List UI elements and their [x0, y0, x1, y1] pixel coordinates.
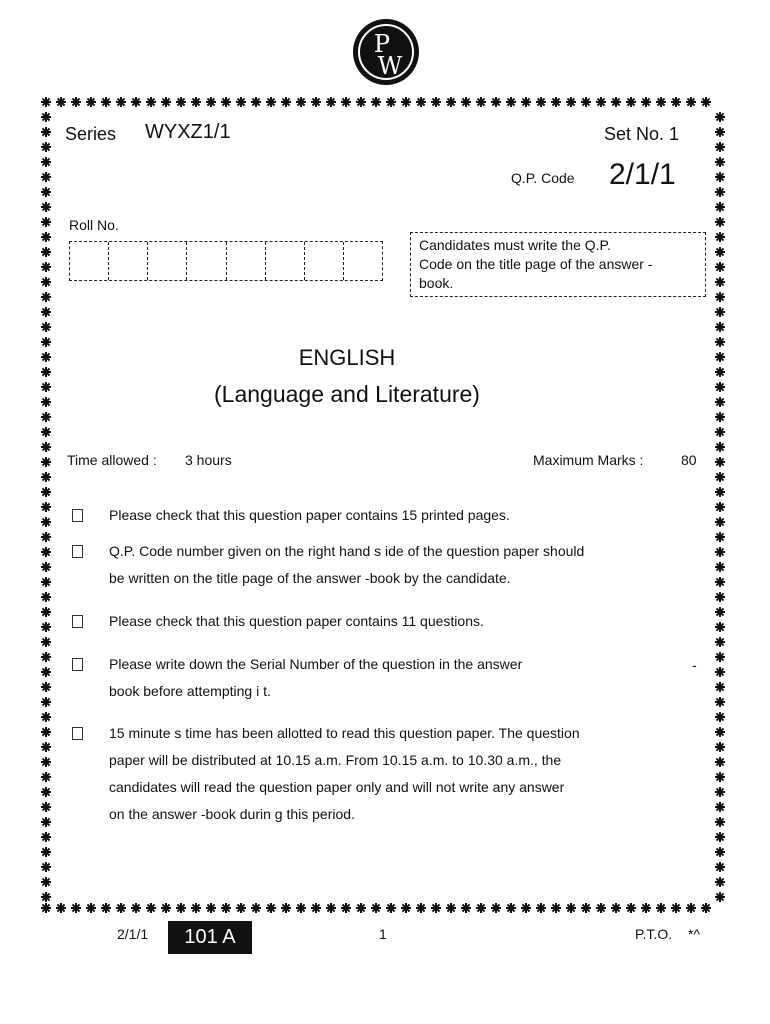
qp-code: 2/1/1: [609, 158, 676, 191]
border-star-icon: [715, 802, 725, 812]
border-star-icon: [41, 577, 51, 587]
series-code: WYXZ1/1: [145, 121, 231, 143]
border-star-icon: [521, 97, 531, 107]
border-star-icon: [715, 142, 725, 152]
border-star-icon: [41, 262, 51, 272]
border-star-icon: [715, 397, 725, 407]
border-star-icon: [715, 127, 725, 137]
border-star-icon: [116, 97, 126, 107]
roll-number-boxes: [69, 241, 383, 281]
border-star-icon: [41, 847, 51, 857]
border-star-icon: [715, 532, 725, 542]
border-star-icon: [356, 97, 366, 107]
border-star-icon: [715, 667, 725, 677]
border-star-icon: [371, 903, 381, 913]
bullet-icon: [72, 615, 83, 628]
series-label: Series: [65, 124, 117, 144]
border-star-icon: [41, 277, 51, 287]
instruction-line: candidates will read the question paper only and will not write any answer: [109, 779, 565, 795]
border-star-icon: [41, 832, 51, 842]
border-star-icon: [715, 742, 725, 752]
border-star-icon: [715, 847, 725, 857]
instruction-line: Please check that this question paper contains 15 printed pages.: [109, 507, 510, 523]
border-star-icon: [221, 97, 231, 107]
border-star-icon: [715, 637, 725, 647]
border-star-icon: [715, 277, 725, 287]
roll-number-box: [109, 242, 148, 280]
qp-code-label: Q.P. Code: [511, 170, 575, 186]
border-star-icon: [41, 532, 51, 542]
time-allowed-value: 3 hours: [185, 452, 232, 468]
border-star-icon: [56, 97, 66, 107]
maximum-marks-label: Maximum Marks :: [533, 452, 644, 468]
border-star-icon: [626, 97, 636, 107]
border-star-icon: [611, 97, 621, 107]
roll-number-box: [70, 242, 109, 280]
border-star-icon: [41, 892, 51, 902]
border-star-icon: [715, 712, 725, 722]
border-star-icon: [41, 427, 51, 437]
border-star-icon: [715, 292, 725, 302]
border-star-icon: [431, 97, 441, 107]
border-star-icon: [581, 903, 591, 913]
border-star-icon: [146, 97, 156, 107]
border-star-icon: [715, 442, 725, 452]
time-allowed-label: Time allowed :: [67, 452, 157, 468]
border-star-icon: [536, 903, 546, 913]
border-star-icon: [715, 517, 725, 527]
border-star-icon: [161, 903, 171, 913]
border-star-icon: [521, 903, 531, 913]
border-star-icon: [191, 903, 201, 913]
border-star-icon: [311, 903, 321, 913]
border-star-icon: [191, 97, 201, 107]
border-star-icon: [296, 903, 306, 913]
border-star-icon: [41, 592, 51, 602]
border-star-icon: [715, 157, 725, 167]
roll-number-box: [344, 242, 382, 280]
border-star-icon: [41, 787, 51, 797]
border-star-icon: [491, 97, 501, 107]
border-star-icon: [715, 472, 725, 482]
border-star-icon: [715, 892, 725, 902]
border-star-icon: [715, 487, 725, 497]
instruction-item: [109, 608, 484, 635]
border-star-icon: [41, 697, 51, 707]
border-star-icon: [656, 903, 666, 913]
border-star-icon: [86, 903, 96, 913]
border-star-icon: [416, 97, 426, 107]
border-star-icon: [715, 247, 725, 257]
border-star-icon: [715, 427, 725, 437]
border-star-icon: [715, 832, 725, 842]
page-number: 1: [379, 926, 387, 942]
border-star-icon: [41, 442, 51, 452]
border-star-icon: [715, 217, 725, 227]
border-star-icon: [176, 97, 186, 107]
bullet-icon: [72, 658, 83, 671]
border-star-icon: [461, 97, 471, 107]
border-star-icon: [41, 97, 51, 107]
border-star-icon: [715, 862, 725, 872]
border-star-icon: [41, 292, 51, 302]
border-star-icon: [686, 97, 696, 107]
border-star-icon: [446, 97, 456, 107]
border-star-icon: [386, 97, 396, 107]
border-star-icon: [715, 202, 725, 212]
border-star-icon: [596, 903, 606, 913]
border-star-icon: [715, 727, 725, 737]
border-star-icon: [715, 412, 725, 422]
border-star-icon: [41, 817, 51, 827]
border-star-icon: [41, 232, 51, 242]
roll-number-box: [305, 242, 344, 280]
roll-number-box: [227, 242, 266, 280]
subject-title: ENGLISH: [298, 345, 396, 370]
pw-logo: [352, 18, 420, 86]
instruction-item: [109, 720, 580, 828]
border-star-icon: [206, 97, 216, 107]
border-star-icon: [41, 247, 51, 257]
border-star-icon: [41, 307, 51, 317]
border-star-icon: [641, 903, 651, 913]
instruction-line: on the answer -book durin g this period.: [109, 806, 355, 822]
border-star-icon: [41, 157, 51, 167]
border-star-icon: [506, 97, 516, 107]
border-star-icon: [41, 652, 51, 662]
border-star-icon: [715, 367, 725, 377]
border-star-icon: [715, 607, 725, 617]
border-star-icon: [116, 903, 126, 913]
border-star-icon: [236, 97, 246, 107]
border-star-icon: [491, 903, 501, 913]
border-star-icon: [41, 622, 51, 632]
border-star-icon: [266, 903, 276, 913]
border-star-icon: [341, 903, 351, 913]
border-star-icon: [41, 127, 51, 137]
border-star-icon: [41, 217, 51, 227]
border-star-icon: [715, 457, 725, 467]
footer-badge: 101 A: [168, 921, 252, 954]
border-star-icon: [581, 97, 591, 107]
border-star-icon: [715, 757, 725, 767]
candidate-note-box: [410, 232, 706, 297]
border-star-icon: [311, 97, 321, 107]
border-star-icon: [715, 307, 725, 317]
border-star-icon: [41, 757, 51, 767]
border-star-icon: [431, 903, 441, 913]
border-star-icon: [506, 903, 516, 913]
border-star-icon: [715, 232, 725, 242]
instruction-line: Please check that this question paper contains 11 questions.: [109, 613, 484, 629]
border-star-icon: [371, 97, 381, 107]
logo-letter-p: P: [373, 30, 391, 58]
border-star-icon: [281, 903, 291, 913]
border-star-icon: [41, 187, 51, 197]
border-star-icon: [715, 262, 725, 272]
border-star-icon: [71, 97, 81, 107]
border-star-icon: [41, 487, 51, 497]
border-star-icon: [715, 502, 725, 512]
border-star-icon: [86, 97, 96, 107]
border-star-icon: [131, 903, 141, 913]
border-star-icon: [566, 903, 576, 913]
border-star-icon: [101, 903, 111, 913]
roll-number-box: [148, 242, 187, 280]
roll-number-label: Roll No.: [69, 217, 119, 233]
border-star-icon: [41, 562, 51, 572]
border-star-icon: [701, 903, 711, 913]
border-star-icon: [326, 97, 336, 107]
border-star-icon: [715, 817, 725, 827]
border-star-icon: [251, 97, 261, 107]
border-star-icon: [56, 903, 66, 913]
border-star-icon: [566, 97, 576, 107]
border-star-icon: [715, 622, 725, 632]
border-star-icon: [641, 97, 651, 107]
logo-letter-w: W: [377, 52, 403, 80]
border-star-icon: [41, 202, 51, 212]
border-star-icon: [626, 903, 636, 913]
border-star-icon: [715, 337, 725, 347]
border-star-icon: [266, 97, 276, 107]
border-star-icon: [715, 772, 725, 782]
border-star-icon: [715, 352, 725, 362]
border-star-icon: [41, 112, 51, 122]
border-star-icon: [386, 903, 396, 913]
border-star-icon: [251, 903, 261, 913]
border-star-icon: [41, 142, 51, 152]
border-star-icon: [686, 903, 696, 913]
instruction-line: paper will be distributed at 10.15 a.m. From 10.15 a.m. to 10.30 a.m., the: [109, 752, 562, 768]
border-star-icon: [715, 652, 725, 662]
candidate-note-line: Code on the title page of the answer -: [419, 256, 653, 272]
subject-subtitle: (Language and Literature): [214, 381, 480, 407]
border-star-icon: [715, 322, 725, 332]
border-star-icon: [671, 903, 681, 913]
border-star-icon: [326, 903, 336, 913]
roll-number-box: [266, 242, 305, 280]
footer-paper-code: 2/1/1: [117, 926, 149, 942]
border-star-icon: [401, 97, 411, 107]
border-star-icon: [715, 787, 725, 797]
border-star-icon: [206, 903, 216, 913]
border-star-icon: [41, 172, 51, 182]
border-star-icon: [176, 903, 186, 913]
pto-label: P.T.O.: [635, 926, 673, 942]
footer-mark: *^: [688, 926, 701, 942]
border-star-icon: [476, 97, 486, 107]
instruction-line: Q.P. Code number given on the right hand s ide of the question paper should: [109, 543, 585, 559]
border-star-icon: [715, 187, 725, 197]
border-star-icon: [146, 903, 156, 913]
border-star-icon: [671, 97, 681, 107]
border-star-icon: [221, 903, 231, 913]
border-star-icon: [536, 97, 546, 107]
border-star-icon: [41, 472, 51, 482]
border-star-icon: [71, 903, 81, 913]
border-star-icon: [101, 97, 111, 107]
border-star-icon: [41, 322, 51, 332]
candidate-note-line: Candidates must write the Q.P.: [419, 237, 611, 253]
border-star-icon: [446, 903, 456, 913]
border-star-icon: [715, 577, 725, 587]
border-star-icon: [715, 592, 725, 602]
candidate-note-line: book.: [419, 275, 454, 291]
roll-number-box: [187, 242, 226, 280]
border-star-icon: [611, 903, 621, 913]
border-star-icon: [41, 502, 51, 512]
border-star-icon: [715, 172, 725, 182]
border-star-icon: [701, 97, 711, 107]
border-star-icon: [41, 862, 51, 872]
border-star-icon: [296, 97, 306, 107]
border-star-icon: [551, 903, 561, 913]
border-star-icon: [715, 112, 725, 122]
border-star-icon: [41, 682, 51, 692]
border-star-icon: [41, 727, 51, 737]
border-star-icon: [341, 97, 351, 107]
border-star-icon: [41, 412, 51, 422]
instruction-item: [109, 538, 584, 592]
border-star-icon: [715, 682, 725, 692]
border-star-icon: [41, 772, 51, 782]
instruction-line: be written on the title page of the answer -book by the candidate.: [109, 570, 511, 586]
border-star-icon: [41, 547, 51, 557]
border-star-icon: [476, 903, 486, 913]
border-star-icon: [41, 903, 51, 913]
border-star-icon: [715, 697, 725, 707]
border-star-icon: [551, 97, 561, 107]
border-star-icon: [715, 382, 725, 392]
border-star-icon: [596, 97, 606, 107]
border-star-icon: [41, 637, 51, 647]
instruction-item: [109, 502, 510, 529]
border-star-icon: [356, 903, 366, 913]
border-star-icon: [41, 877, 51, 887]
bullet-icon: [72, 727, 83, 740]
instruction-line: book before attempting i t.: [109, 683, 271, 699]
border-star-icon: [41, 802, 51, 812]
border-star-icon: [281, 97, 291, 107]
bullet-icon: [72, 509, 83, 522]
border-star-icon: [461, 903, 471, 913]
border-star-icon: [41, 742, 51, 752]
instruction-line: Please write down the Serial Number of the question in the answer: [109, 656, 523, 672]
border-star-icon: [401, 903, 411, 913]
border-star-icon: [41, 517, 51, 527]
border-star-icon: [131, 97, 141, 107]
border-star-icon: [715, 562, 725, 572]
border-star-icon: [715, 877, 725, 887]
border-star-icon: [41, 457, 51, 467]
set-number: Set No. 1: [604, 124, 680, 144]
instruction-item: [109, 651, 522, 705]
hyphen-mark: -: [692, 657, 697, 673]
border-star-icon: [41, 667, 51, 677]
border-star-icon: [236, 903, 246, 913]
border-star-icon: [715, 547, 725, 557]
maximum-marks-value: 80: [681, 452, 697, 468]
border-star-icon: [656, 97, 666, 107]
bullet-icon: [72, 545, 83, 558]
instruction-line: 15 minute s time has been allotted to read this question paper. The question: [109, 725, 580, 741]
border-star-icon: [161, 97, 171, 107]
border-star-icon: [41, 712, 51, 722]
border-star-icon: [416, 903, 426, 913]
border-star-icon: [41, 607, 51, 617]
